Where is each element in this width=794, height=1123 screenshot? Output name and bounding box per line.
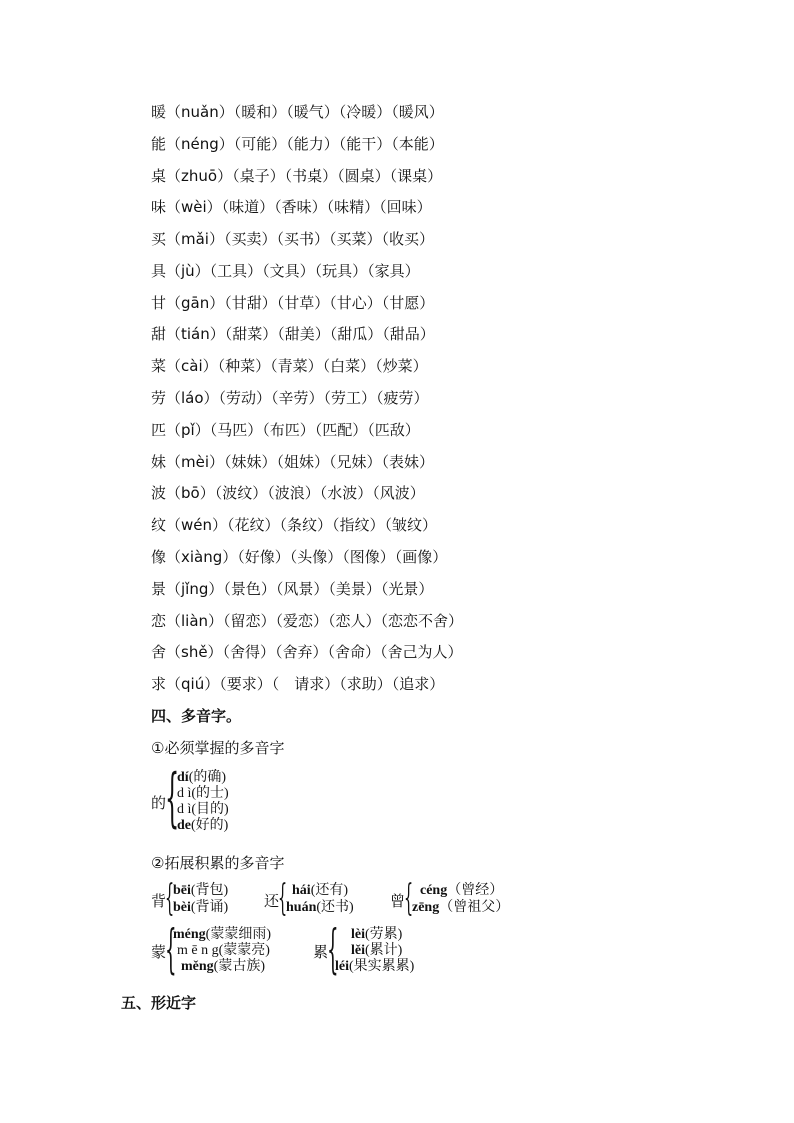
vocab-row: 波（bō）（波纹）（波浪）（水波）（风波）: [151, 484, 425, 502]
vocab-row: 甘（gān）（甘甜）（甘草）（甘心）（甘愿）: [151, 294, 435, 312]
polyphone-char: 的: [151, 794, 167, 812]
polyphone-char: 蒙: [151, 943, 167, 961]
polyphone-group: [390, 878, 520, 919]
vocab-row: 能（néng）（可能）（能力）（能干）（本能）: [151, 135, 444, 153]
vocab-row: 纹（wén）（花纹）（条纹）（指纹）（皱纹）: [151, 516, 438, 534]
vocab-row: 买（mǎi）（买卖）（买书）（买菜）（收买）: [151, 230, 434, 248]
vocab-row: 匹（pǐ）（马匹）（布匹）（匹配）（匹敌）: [151, 421, 420, 439]
reading: zēng（曾祖父）: [412, 900, 510, 915]
reading: bèi(背诵): [173, 900, 229, 915]
vocab-row: 劳（láo）（劳动）（辛劳）（劳工）（疲劳）: [151, 389, 429, 407]
vocab-row: 像（xiàng）（好像）（头像）（图像）（画像）: [151, 548, 448, 566]
polyphone-char: 曾: [390, 892, 406, 910]
polyphone-group: [151, 761, 271, 836]
polyphone-group: [264, 878, 374, 919]
reading: d ì(的士): [177, 786, 229, 801]
brace-icon: {: [404, 878, 414, 919]
subheading: ①必须掌握的多音字: [151, 739, 285, 757]
section-heading: 五、形近字: [121, 994, 197, 1012]
vocab-row: 景（jǐng）（景色）（风景）（美景）（光景）: [151, 580, 434, 598]
polyphone-char: 背: [151, 892, 167, 910]
vocab-row: 暖（nuǎn）（暖和）（暖气）（冷暖）（暖风）: [151, 103, 444, 121]
reading: huán(还书): [286, 900, 354, 915]
brace-icon: {: [327, 920, 339, 980]
polyphone-char: 累: [313, 943, 329, 961]
reading: léi(果实累累): [335, 959, 415, 974]
vocab-row: 妹（mèi）（妹妹）（姐妹）（兄妹）（表妹）: [151, 453, 435, 471]
vocab-row: 桌（zhuō）（桌子）（书桌）（圆桌）（课桌）: [151, 167, 443, 185]
brace-icon: {: [165, 878, 175, 919]
vocab-row: 具（jù）（工具）（文具）（玩具）（家具）: [151, 262, 420, 280]
section-heading: 四、多音字。: [151, 707, 242, 725]
reading: d ì(目的): [177, 802, 229, 817]
reading: méng(蒙蒙细雨): [173, 927, 271, 942]
reading: m ē n g(蒙蒙亮): [177, 943, 270, 958]
brace-icon: {: [165, 920, 177, 980]
vocab-row: 求（qiú）（要求）（ 请求）（求助）（追求）: [151, 675, 445, 693]
vocab-row: 甜（tián）（甜菜）（甜美）（甜瓜）（甜品）: [151, 325, 435, 343]
reading: dí(的确): [177, 770, 227, 785]
vocab-row: 味（wèi）（味道）（香味）（味精）（回味）: [151, 198, 432, 216]
polyphone-group: [151, 878, 251, 919]
reading: céng（曾经）: [420, 883, 504, 898]
vocab-row: 舍（shě）（舍得）（舍弃）（舍命）（舍己为人）: [151, 643, 463, 661]
reading: lěi(累计): [351, 943, 403, 958]
polyphone-char: 还: [264, 892, 280, 910]
brace-icon: {: [165, 761, 180, 835]
brace-icon: {: [278, 878, 288, 919]
subheading: ②拓展积累的多音字: [151, 854, 285, 872]
reading: de(好的): [177, 818, 229, 833]
polyphone-group: [313, 920, 443, 980]
reading: měng(蒙古族): [181, 959, 265, 974]
reading: lèi(劳累): [351, 927, 403, 942]
polyphone-group: [151, 920, 301, 980]
reading: bēi(背包): [173, 883, 229, 898]
vocab-row: 菜（cài）（种菜）（青菜）（白菜）（炒菜）: [151, 357, 428, 375]
vocab-row: 恋（liàn）（留恋）（爱恋）（恋人）（恋恋不舍）: [151, 612, 464, 630]
reading: hái(还有): [292, 883, 349, 898]
